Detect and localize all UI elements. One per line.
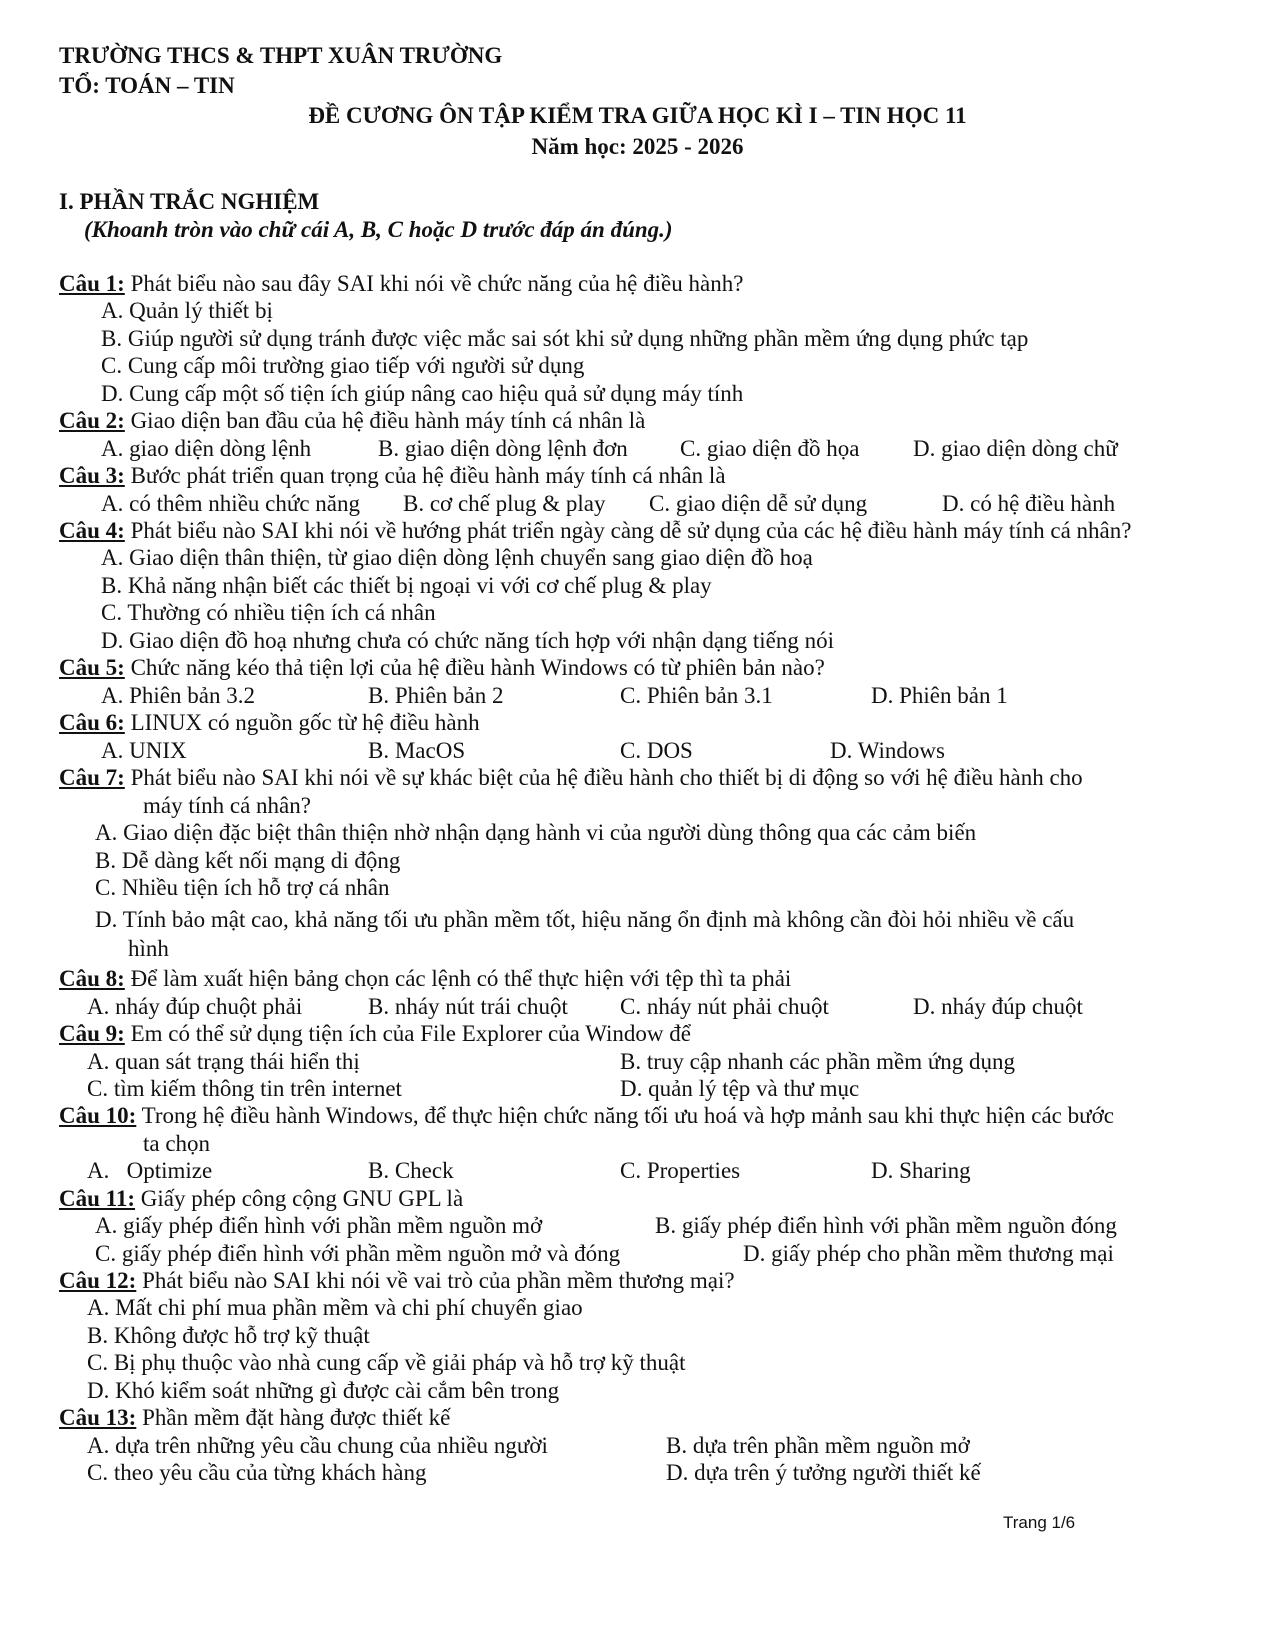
document-title: ĐỀ CƯƠNG ÔN TẬP KIỂM TRA GIỮA HỌC KÌ I – TIN HỌC 11 xyxy=(308,103,967,128)
option-a: A. quan sát trạng thái hiển thị xyxy=(87,1049,360,1074)
option-c: C. theo yêu cầu của từng khách hàng xyxy=(87,1460,427,1485)
option-d-continued: hình xyxy=(128,936,169,961)
question-text: Bước phát triển quan trọng của hệ điều hành máy tính cá nhân là xyxy=(130,463,726,488)
option-d: D. Phiên bản 1 xyxy=(871,683,1008,708)
question-text: Phần mềm đặt hàng được thiết kế xyxy=(142,1405,451,1430)
option-d: D. quản lý tệp và thư mục xyxy=(620,1076,860,1101)
option-c: C. nháy nút phải chuột xyxy=(620,994,829,1019)
question-label: Câu 9: xyxy=(59,1021,125,1046)
section-instruction: (Khoanh tròn vào chữ cái A, B, C hoặc D trước đáp án đúng.) xyxy=(84,217,673,242)
question-text: Phát biểu nào SAI khi nói về sự khác biệt của hệ điều hành cho thiết bị di động so với hệ điều hành cho xyxy=(130,765,1083,790)
option-d: D. Cung cấp một số tiện ích giúp nâng cao hiệu quả sử dụng máy tính xyxy=(101,381,744,406)
option-b: B. Khả năng nhận biết các thiết bị ngoại vi với cơ chế plug & play xyxy=(101,573,712,598)
department: TỔ: TOÁN – TIN xyxy=(59,73,235,98)
question-label: Câu 4: xyxy=(59,518,125,543)
option-a: A. Mất chi phí mua phần mềm và chi phí chuyển giao xyxy=(87,1295,583,1320)
page-number: Trang 1/6 xyxy=(1003,1513,1076,1532)
option-d: D. Tính bảo mật cao, khả năng tối ưu phần mềm tốt, hiệu năng ổn định mà không cần đòi hỏi nhiều về cấu xyxy=(95,907,1075,932)
option-b: B. giấy phép điển hình với phần mềm nguồn đóng xyxy=(655,1213,1117,1238)
option-a: A. giấy phép điển hình với phần mềm nguồn mở xyxy=(95,1213,543,1238)
option-a: A. có thêm nhiều chức năng xyxy=(101,491,360,516)
question-label: Câu 1: xyxy=(59,271,125,296)
option-b: B. cơ chế plug & play xyxy=(403,491,606,516)
option-b: B. Không được hỗ trợ kỹ thuật xyxy=(87,1323,370,1348)
option-a: A. dựa trên những yêu cầu chung của nhiều người xyxy=(87,1433,548,1458)
question-text: Để làm xuất hiện bảng chọn các lệnh có thể thực hiện với tệp thì ta phải xyxy=(130,966,792,991)
question-text: Chức năng kéo thả tiện lợi của hệ điều hành Windows có từ phiên bản nào? xyxy=(130,655,825,680)
option-c: C. Cung cấp môi trường giao tiếp với người sử dụng xyxy=(101,353,585,378)
option-b: B. nháy nút trái chuột xyxy=(368,994,568,1019)
school-year: Năm học: 2025 - 2026 xyxy=(531,134,744,159)
question-text: Phát biểu nào sau đây SAI khi nói về chức năng của hệ điều hành? xyxy=(130,271,744,296)
option-a: A. nháy đúp chuột phải xyxy=(87,994,303,1019)
option-d: D. có hệ điều hành xyxy=(942,491,1116,516)
option-d: D. giấy phép cho phần mềm thương mại xyxy=(743,1241,1114,1266)
question-label: Câu 10: xyxy=(59,1103,137,1128)
option-b: B. MacOS xyxy=(368,738,466,763)
question-text: Phát biểu nào SAI khi nói về vai trò của phần mềm thương mại? xyxy=(142,1268,735,1293)
question-label: Câu 6: xyxy=(59,710,125,735)
option-a: A. Quản lý thiết bị xyxy=(101,298,273,323)
option-a: A. giao diện dòng lệnh xyxy=(101,436,312,461)
question-label: Câu 12: xyxy=(59,1268,137,1293)
option-d: D. Sharing xyxy=(871,1158,971,1183)
question-label: Câu 13: xyxy=(59,1405,137,1430)
option-d: D. dựa trên ý tưởng người thiết kế xyxy=(666,1460,981,1485)
option-c: C. giấy phép điển hình với phần mềm nguồn mở và đóng xyxy=(95,1241,621,1266)
option-b: B. Giúp người sử dụng tránh được việc mắc sai sót khi sử dụng những phần mềm ứng dụng phức tạp xyxy=(101,326,1029,351)
option-c: C. Bị phụ thuộc vào nhà cung cấp về giải pháp và hỗ trợ kỹ thuật xyxy=(87,1350,686,1375)
option-d: D. Khó kiểm soát những gì được cài cắm bên trong xyxy=(87,1378,560,1403)
option-c: C. giao diện dễ sử dụng xyxy=(649,491,868,516)
school-name: TRƯỜNG THCS & THPT XUÂN TRƯỜNG xyxy=(59,43,503,68)
option-c: C. giao diện đồ họa xyxy=(680,436,860,461)
option-d: D. Windows xyxy=(830,738,945,763)
option-b: B. Dễ dàng kết nối mạng di động xyxy=(95,848,401,873)
question-text: Giấy phép công cộng GNU GPL là xyxy=(140,1186,464,1211)
option-b: B. dựa trên phần mềm nguồn mở xyxy=(666,1433,970,1458)
question-text: Trong hệ điều hành Windows, để thực hiện chức năng tối ưu hoá và hợp mảnh sau khi thực hiện các bước xyxy=(141,1103,1114,1128)
section-title: I. PHẦN TRẮC NGHIỆM xyxy=(59,189,320,214)
option-c: C. Phiên bản 3.1 xyxy=(620,683,773,708)
question-label: Câu 2: xyxy=(59,408,125,433)
option-a: A. Phiên bản 3.2 xyxy=(101,683,255,708)
option-b: B. Check xyxy=(368,1158,454,1183)
question-label: Câu 7: xyxy=(59,765,125,790)
question-label: Câu 11: xyxy=(59,1186,136,1211)
option-c: C. Nhiều tiện ích hỗ trợ cá nhân xyxy=(95,875,390,900)
option-b: B. Phiên bản 2 xyxy=(368,683,504,708)
option-d: D. nháy đúp chuột xyxy=(913,994,1083,1019)
option-a: A. Giao diện đặc biệt thân thiện nhờ nhận dạng hành vi của người dùng thông qua các cảm biến xyxy=(95,820,977,845)
option-b: B. giao diện dòng lệnh đơn xyxy=(378,436,628,461)
question-label: Câu 3: xyxy=(59,463,125,488)
option-c: C. DOS xyxy=(620,738,693,763)
question-text: Giao diện ban đầu của hệ điều hành máy tính cá nhân là xyxy=(130,408,646,433)
question-text: LINUX có nguồn gốc từ hệ điều hành xyxy=(130,710,480,735)
option-c: C. Thường có nhiều tiện ích cá nhân xyxy=(101,600,436,625)
question-text-continued: ta chọn xyxy=(143,1131,211,1156)
option-c: C. tìm kiếm thông tin trên internet xyxy=(87,1076,402,1101)
question-label: Câu 5: xyxy=(59,655,125,680)
question-text: Phát biểu nào SAI khi nói về hướng phát triển ngày càng dễ sử dụng của các hệ điều hành máy tính cá nhân? xyxy=(130,518,1132,543)
option-a: A. Optimize xyxy=(87,1158,213,1183)
option-a: A. UNIX xyxy=(101,738,187,763)
option-d: D. giao diện dòng chữ xyxy=(913,436,1118,461)
option-b: B. truy cập nhanh các phần mềm ứng dụng xyxy=(620,1049,1016,1074)
option-c: C. Properties xyxy=(620,1158,741,1183)
option-a: A. Giao diện thân thiện, từ giao diện dòng lệnh chuyển sang giao diện đồ hoạ xyxy=(101,545,813,570)
question-label: Câu 8: xyxy=(59,966,125,991)
question-text: Em có thể sử dụng tiện ích của File Explorer của Window để xyxy=(130,1021,691,1046)
question-text-continued: máy tính cá nhân? xyxy=(143,793,311,818)
option-d: D. Giao diện đồ hoạ nhưng chưa có chức năng tích hợp với nhận dạng tiếng nói xyxy=(101,628,835,653)
